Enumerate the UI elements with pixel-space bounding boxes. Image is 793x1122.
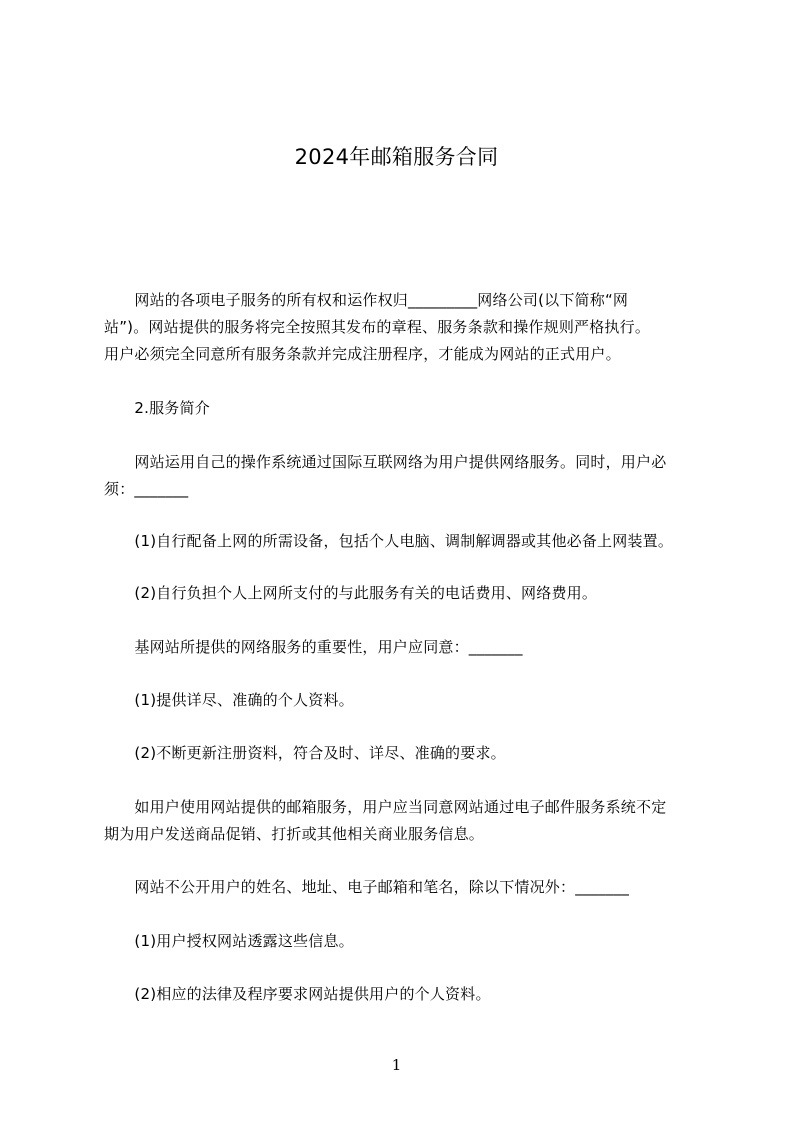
paragraph-line: 网站运用自己的操作系统通过国际互联网络为用户提供网络服务。同时，用户必 — [104, 453, 667, 471]
paragraph-line: 基网站所提供的网络服务的重要性，用户应同意：_______ — [104, 638, 523, 656]
list-item-accurate-info — [104, 687, 696, 714]
section-heading-service-intro — [104, 395, 696, 422]
paragraph-line: (1)用户授权网站透露这些信息。 — [104, 932, 354, 950]
paragraph-line: (1)自行配备上网的所需设备，包括个人电脑、调制解调器或其他必备上网装置。 — [104, 532, 674, 550]
paragraph-line: 网站的各项电子服务的所有权和运作权归_________网络公司(以下简称“网 — [104, 291, 629, 309]
paragraph-mail-promotions — [104, 794, 696, 848]
document-title: 2024年邮箱服务合同 — [294, 145, 499, 169]
paragraph-line: 2.服务简介 — [104, 399, 210, 417]
list-item-legal-requirement — [104, 981, 696, 1008]
paragraph-line: 如用户使用网站提供的邮箱服务，用户应当同意网站通过电子邮件服务系统不定 — [104, 798, 667, 816]
paragraph-line: 网站不公开用户的姓名、地址、电子邮箱和笔名，除以下情况外：_______ — [104, 878, 630, 896]
paragraph-line: 须：_______ — [104, 480, 189, 498]
paragraph-line: 站”)。网站提供的服务将完全按照其发布的章程、服务条款和操作规则严格执行。 — [104, 318, 651, 336]
paragraph-privacy — [104, 874, 696, 901]
list-item-user-authorization — [104, 928, 696, 955]
paragraph-line: (2)相应的法律及程序要求网站提供用户的个人资料。 — [104, 985, 491, 1003]
paragraph-ownership — [104, 287, 696, 368]
paragraph-line: (2)不断更新注册资料，符合及时、详尽、准确的要求。 — [104, 744, 506, 762]
list-item-update-info — [104, 740, 696, 767]
page-number: 1 — [391, 1056, 402, 1074]
paragraph-line: 期为用户发送商品促销、打折或其他相关商业服务信息。 — [104, 825, 485, 843]
paragraph-line: (2)自行负担个人上网所支付的与此服务有关的电话费用、网络费用。 — [104, 584, 598, 602]
list-item-equipment — [104, 528, 696, 555]
paragraph-user-requirements — [104, 449, 696, 503]
paragraph-user-agreement — [104, 634, 696, 661]
paragraph-line: (1)提供详尽、准确的个人资料。 — [104, 691, 354, 709]
list-item-fees — [104, 580, 696, 607]
paragraph-line: 用户必须完全同意所有服务条款并完成注册程序，才能成为网站的正式用户。 — [104, 345, 621, 363]
